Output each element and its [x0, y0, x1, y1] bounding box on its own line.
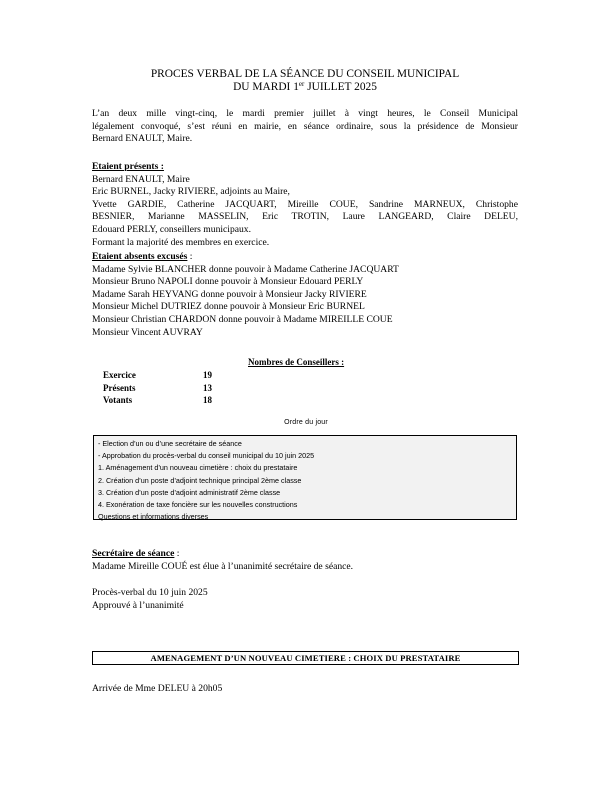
absents-line: Monsieur Bruno NAPOLI donne pouvoir à Monsieur Edouard PERLY — [92, 276, 364, 288]
agenda-item: Questions et informations diverses — [98, 512, 209, 522]
agenda-item: - Election d’un ou d’une secrétaire de séance — [98, 439, 242, 448]
presents-heading: Etaient présents : — [92, 161, 164, 172]
secretary-heading: Secrétaire de séance — [92, 548, 175, 559]
intro-line: légalement convoqué, s’est réuni en mairie, en séance ordinaire, sous la présidence de Monsieur — [92, 120, 518, 132]
absents-line: Monsieur Christian CHARDON donne pouvoir à Madame MIREILLE COUE — [92, 313, 393, 325]
count-label: Présents — [103, 382, 136, 393]
count-row — [100, 394, 212, 407]
count-value: 18 — [203, 395, 212, 405]
presents-line: Eric BURNEL, Jacky RIVIERE, adjoints au Maire, — [92, 186, 290, 198]
presents-line: Formant la majorité des membres en exercice. — [92, 236, 270, 248]
agenda-item: 2. Création d’un poste d’adjoint technique principal 2ème classe — [98, 475, 302, 485]
absents-section — [92, 251, 518, 339]
count-label: Exercice — [103, 370, 136, 380]
count-value: 13 — [203, 382, 212, 393]
agenda-item: 4. Exonération de taxe foncière sur les nouvelles constructions — [98, 500, 298, 510]
count-label: Votants — [103, 395, 133, 405]
minutes-approved: Approuvé à l’unanimité — [92, 599, 184, 611]
secretary-section — [92, 548, 518, 573]
counts-title: Nombres de Conseillers : — [248, 357, 345, 367]
presents-line: BESNIER, Marianne MASSELIN, Eric TROTIN, Laure LANGEARD, Claire DELEU, — [92, 211, 518, 223]
absents-heading: Etaient absents excusés — [92, 251, 188, 262]
intro-line: L’an deux mille vingt-cinq, le mardi premier juillet à vingt heures, le Conseil Municipal — [92, 108, 518, 119]
count-row — [100, 369, 212, 382]
minutes-approval — [92, 587, 518, 612]
absents-line: Monsieur Michel DUTRIEZ donne pouvoir à Monsieur Eric BURNEL — [92, 301, 365, 313]
agenda-box — [93, 435, 517, 520]
count-value: 19 — [203, 370, 212, 380]
presents-line: Bernard ENAULT, Maire — [92, 173, 190, 185]
count-row — [100, 382, 212, 395]
absents-line: Madame Sylvie BLANCHER donne pouvoir à Madame Catherine JACQUART — [92, 263, 399, 275]
agenda-title: Ordre du jour — [284, 419, 328, 426]
title-line-1: PROCES VERBAL DE LA SÉANCE DU CONSEIL MUNICIPAL — [150, 68, 460, 80]
agenda-item: 1. Aménagement d’un nouveau cimetière : choix du prestataire — [98, 463, 298, 473]
minutes-line: Procès-verbal du 10 juin 2025 — [92, 587, 208, 598]
arrival-text: Arrivée de Mme DELEU à 20h05 — [92, 683, 223, 694]
absents-line: Madame Sarah HEYVANG donne pouvoir à Monsieur Jacky RIVIERE — [92, 288, 367, 300]
document-title — [92, 68, 518, 94]
presents-line: Edouard PERLY, conseillers municipaux. — [92, 223, 251, 235]
arrival-note — [92, 683, 518, 696]
agenda-item: - Approbation du procès-verbal du conseil municipal du 10 juin 2025 — [98, 451, 315, 461]
absents-line: Monsieur Vincent AUVRAY — [92, 326, 203, 338]
presents-section — [92, 161, 518, 249]
section-title-box: AMENAGEMENT D’UN NOUVEAU CIMETIERE : CHOIX DU PRESTATAIRE — [92, 651, 519, 665]
title-line-2: DU MARDI 1er JUILLET 2025 — [233, 80, 377, 93]
secretary-heading-row: Secrétaire de séance : — [92, 548, 180, 559]
intro-line: Bernard ENAULT, Maire. — [92, 133, 193, 145]
intro-paragraph — [92, 108, 518, 146]
agenda-item: 3. Création d’un poste d’adjoint administratif 2ème classe — [98, 487, 281, 497]
secretary-text: Madame Mireille COUÉ est élue à l’unanimité secrétaire de séance. — [92, 560, 354, 572]
absents-heading-row: Etaient absents excusés : — [92, 251, 193, 262]
counts-table — [100, 369, 212, 407]
presents-line: Yvette GARDIE, Catherine JACQUART, Mireille COUE, Sandrine MARNEUX, Christophe — [92, 198, 518, 210]
